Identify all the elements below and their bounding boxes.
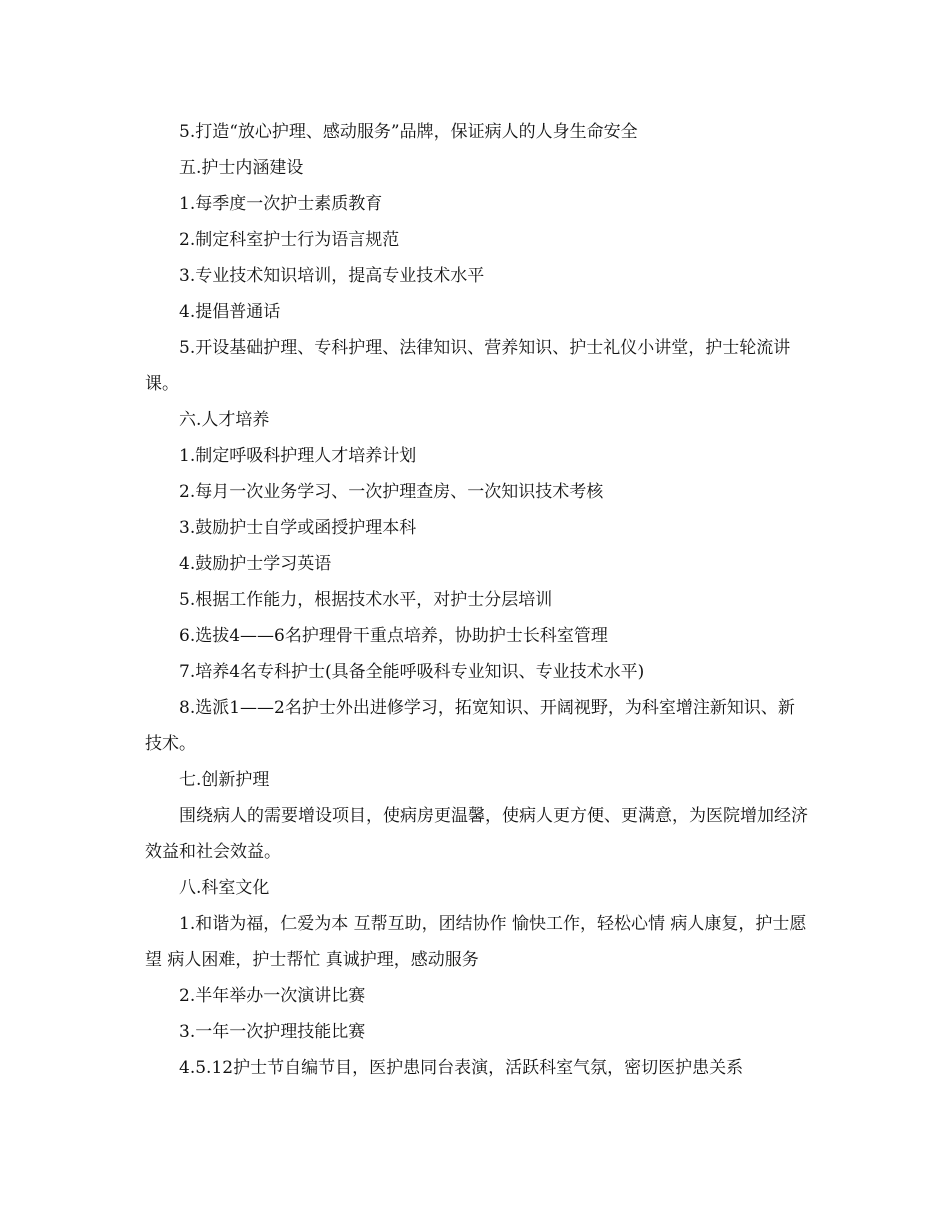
- paragraph-item-tiered-training: 5.根据工作能力，根据技术水平，对护士分层培训: [179, 590, 553, 610]
- paragraph-item-self-study: 3.鼓励护士自学或函授护理本科: [179, 518, 417, 538]
- paragraph-item-mandarin: 4.提倡普通话: [179, 302, 281, 322]
- section-heading-innovation: 七.创新护理: [179, 770, 270, 790]
- section-heading-nurse-connotation: 五.护士内涵建设: [179, 158, 304, 178]
- paragraph-item-harmony: 1.和谐为福，仁爱为本 互帮互助，团结协作 愉快工作，轻松心情 病人康复，护士愿望 病人困难，护士帮忙 真诚护理，感动服务: [145, 914, 807, 970]
- section-heading-talent: 六.人才培养: [179, 410, 270, 430]
- paragraph-item-nurses-day: 4.5.12护士节自编节目，医护患同台表演，活跃科室气氛，密切医护患关系: [179, 1058, 744, 1078]
- document-body: [145, 114, 810, 1086]
- paragraph-item-lectures: 5.开设基础护理、专科护理、法律知识、营养知识、护士礼仪小讲堂，护士轮流讲课。: [145, 338, 791, 394]
- paragraph-item-speech-contest: 2.半年举办一次演讲比赛: [179, 986, 366, 1006]
- paragraph-item-language-norms: 2.制定科室护士行为语言规范: [179, 230, 400, 250]
- paragraph-item-monthly-study: 2.每月一次业务学习、一次护理查房、一次知识技术考核: [179, 482, 604, 502]
- paragraph-item-skill-contest: 3.一年一次护理技能比赛: [179, 1022, 366, 1042]
- paragraph-item-quality-education: 1.每季度一次护士素质教育: [179, 194, 383, 214]
- paragraph-item-specialist: 7.培养4名专科护士(具备全能呼吸科专业知识、专业技术水平): [179, 662, 645, 682]
- paragraph-item-skill-training: 3.专业技术知识培训，提高专业技术水平: [179, 266, 485, 286]
- section-heading-culture: 八.科室文化: [179, 878, 270, 898]
- paragraph-item-5-brand: 5.打造“放心护理、感动服务”品牌，保证病人的人身生命安全: [179, 122, 638, 142]
- paragraph-item-talent-plan: 1.制定呼吸科护理人才培养计划: [179, 446, 417, 466]
- paragraph-item-innovation-text: 围绕病人的需要增设项目，使病房更温馨，使病人更方便、更满意，为医院增加经济效益和社会效益。: [145, 806, 808, 862]
- paragraph-item-backbone: 6.选拔4——6名护理骨干重点培养，协助护士长科室管理: [179, 626, 608, 646]
- paragraph-item-advanced-study: 8.选派1——2名护士外出进修学习，拓宽知识、开阔视野，为科室增注新知识、新技术。: [145, 698, 795, 754]
- paragraph-item-english: 4.鼓励护士学习英语: [179, 554, 332, 574]
